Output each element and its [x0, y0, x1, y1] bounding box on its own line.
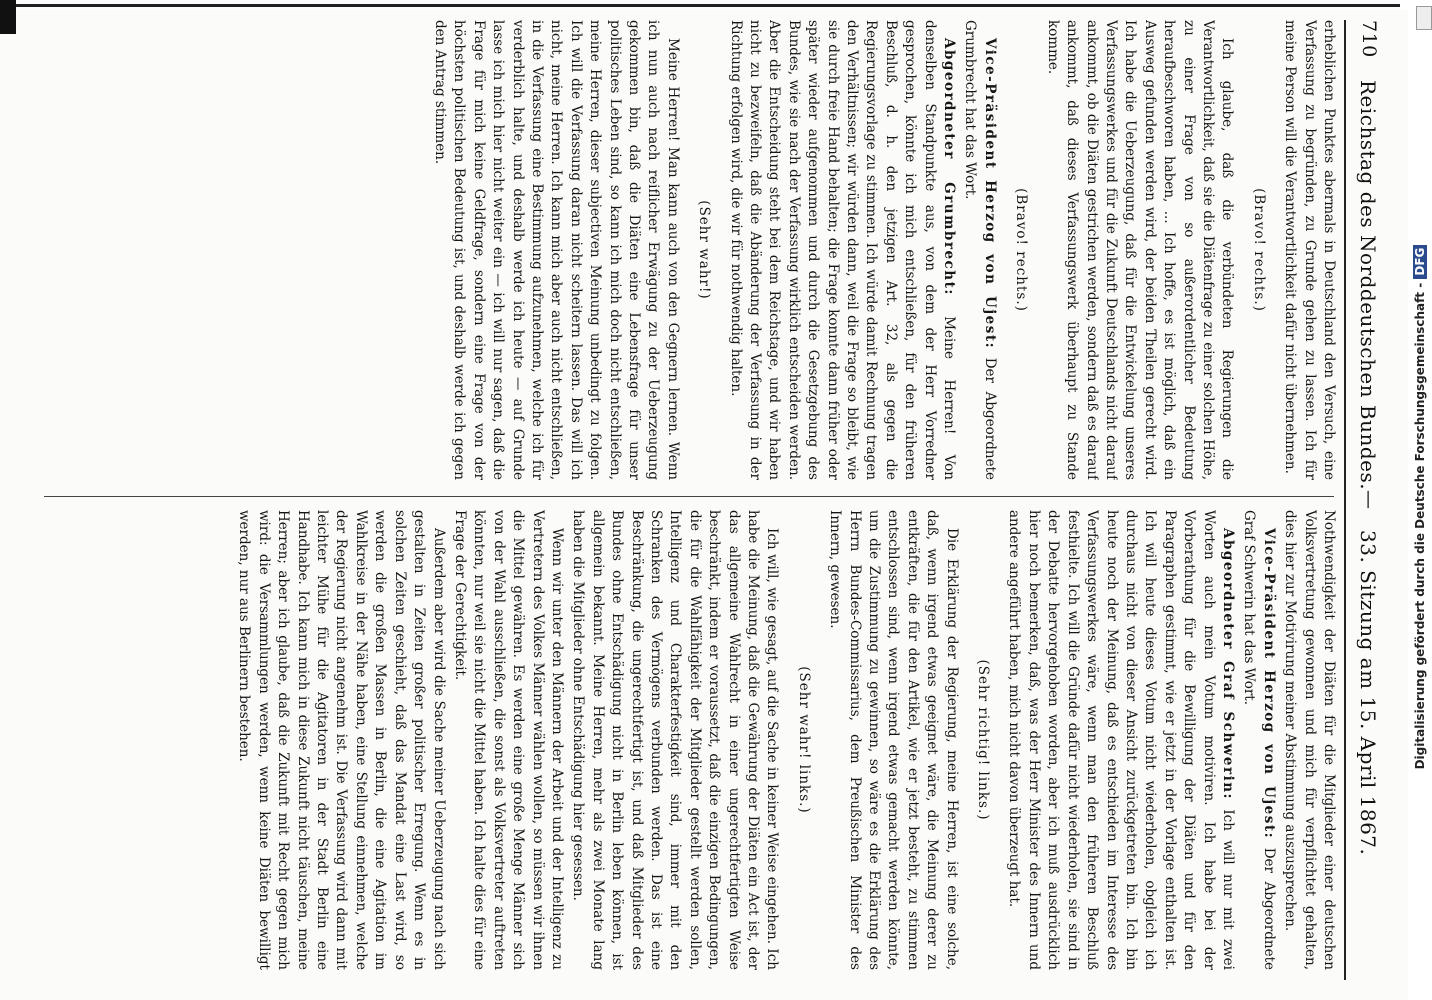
rotated-document-page — [10, 10, 1390, 990]
dfg-logo: DFG — [1413, 245, 1427, 279]
left-paragraph-1: erheblichen Punktes abermals in Deutschland den Versuch, eine Verfassung zu begründen, zu Grunde gehen zu lassen. Ich für meine Person will die Verantwortlichkeit dafür nicht übernehmen. — [1282, 20, 1337, 480]
right-paragraph-5: Ich will, wie gesagt, auf die Sache in keiner Weise eingehen. Ich habe die Meinung, daß die Gewährung der Diäten ein Act ist, der das allgemeine Wahlrecht in einer ungerechtfertigten Weise beschränkt, indem er voraussetzt, daß die einzigen Bedingungen, die für die Wahlfähigkeit der Mitglieder gestellt werden sollen, Intelligenz und Charakterfestigkeit sind, immer mit den Schranken des Vermögens verbunden werden. Das ist eine Beschränkung, die ungerechtfertigt ist, und daß Mitglieder des Bundes ohne Entschädigung nicht in Berlin leben können, ist allgemein bekannt. Meine Herren, mehr als zwei Monate lang haben die Mitglieder ohne Entschädigung hier gesessen. — [570, 510, 781, 970]
scan-corner-mark — [1416, 6, 1432, 30]
left-paragraph-5: Meine Herren! Man kann auch von den Gegnern lernen. Wenn ich nun auch nach reiflicher Erwägung zu der Ueberzeugung gekommen bin, daß die Diäten eine Lebensfrage für unser politisches Leben sind, so kann ich mich doch nicht entschließen, meine Herren, dieser subjectiven Meinung unbedingt zu folgen. Ich will die Verfassung daran nicht scheitern lassen. Das will ich nicht, meine Herren. Ich kann mich aber auch nicht entschließen, in die Verfassung eine Bestimmung aufzunehmen, welche ich für verderblich halte, und deshalb werde ich heute — auf Grunde lasse ich mich hier nicht weiter ein — ich will nur sagen, daß die Frage für mich keine Geldfrage, sondern eine Frage von der höchsten politischen Bedeutung ist, und deshalb werde ich gegen den Antrag stimmen. — [431, 20, 681, 480]
right-paragraph-7: Außerdem aber wird die Sache meiner Ueberzeugung nach sich gestalten in Zeiten großer politischer Erregung. Wenn es in solchen Zeiten geschieht, daß das Mandat eine Last wird, so werden die großen Massen in Berlin, die eine Agitation im Wahlkreise in der Nähe haben, eine Stellung einnehmen, welche der Regierung nicht angenehm ist. Die Verfassung wird dann mit leichter Mühe für die Agitatoren in der Stadt Berlin eine Handhabe. Ich kann mich in diese Zukunft nicht täuschen, meine Herren; aber ich glaube, daß die Zukunft mit Recht gegen mich wird: die Versammlungen werden, wenn keine Diäten bewilligt werden, nur aus Berlinern bestehen. — [236, 510, 447, 970]
left-paragraph-3: Der Abgeordnete Grumbrecht hat das Wort. — [962, 20, 998, 480]
left-applause-2: (Bravo! rechts.) — [1013, 188, 1030, 312]
session-title: 33. Sitzung am 15. April 1867. — [1356, 530, 1380, 856]
right-paragraph-3: Ich will nur mit zwei Worten auch mein Votum motiviren. Ich habe bei der Vorberathung für die Bewilligung der Diäten und für den Paragraphen gestimmt, wie er jetzt in der Vorlage enthalten ist. Ich will heute dieses Votum nicht wiederholen, obgleich ich durchaus nicht von dieser Ansicht zurückgetreten bin. Ich bin heute noch der Meinung, daß es entschieden im Interesse des Verfassungswerkes wäre, wenn man den früheren Beschluß festhielte. Ich will die Gründe dafür nicht wiederholen, sie sind in der Debatte hervorgehoben worden, aber ich muß ausdrücklich hier noch bemerken, daß, was der Herr Minister des Innern und andere angeführt haben, mich nicht davon überzeugt hat. — [1006, 510, 1236, 970]
right-paragraph-4: Die Erklärung der Regierung, meine Herren, ist eine solche, daß, wenn irgend etwas geeignet wäre, die Meinung derer zu entkräften, die für den Artikel, wie er jetzt besteht, zu stimmen entschlossen sind, wenn irgend etwas gemacht werden könnte, um die Zustimmung zu gewinnen, so wäre es die Erklärung des Herrn Bundes-Commissarius, dem Preußischen Minister des Innern, gewesen. — [827, 510, 960, 970]
right-speaker-2: Vice-Präsident Herzog von Ujest: — [1260, 528, 1277, 840]
right-paragraph-1: Nothwendigkeit der Diäten für die Mitglieder einer deutschen Volksvertretung gewonnen und mich für verpflichtet gehalten, dies hier zur Motivirung meiner Abstimmung auszusprechen. — [1282, 510, 1337, 970]
running-title: Reichstag des Norddeutschen Bundes. — [1356, 80, 1380, 491]
left-applause-1: (Bravo! rechts.) — [1250, 188, 1267, 312]
left-paragraph-4: Meine Herren! Von denselben Standpunkte aus, von dem der Herr Vorredner gesprochen, könnte ich mich entschließen, für den früheren Beschluß, d. h. den jetzigen Art. 32, als gegen die Regierungsvorlage zu stimmen. Ich würde damit Rechnung tragen den Verhältnissen; wir würden dann, weil die Frage so bleibt, wie sie durch freie Hand behalten; die Frage konnte dann früher oder später wieder aufgenommen und durch die Gesetzgebung des Bundes, wie sie nach der Verfassung wirklich entscheiden werden. Aber die Entscheidung steht bei dem Reichstage, und wir haben nicht zu bezweifeln, daß die Abänderung der Verfassung in der Richtung erfolgen wird, die wir für nothwendig halten. — [727, 20, 958, 480]
right-paragraph-6: Wenn wir unter den Männern der Arbeit und der Intelligenz zu Vertretern des Volkes Männer wählen wollen, so müssen wir ihnen die Mittel gewähren. Es werden eine große Menge Männer sich von der Wahl ausschließen, die sonst als Volksvertreter auftreten könnten, nur weil sie nicht die Mittel haben. Ich halte dies für eine Frage der Gerechtigkeit. — [451, 510, 565, 970]
right-speaker-3: Abgeordneter Graf Schwerin: — [1219, 528, 1236, 800]
page-header — [1350, 20, 1386, 980]
left-paragraph-2: Ich glaube, daß die verbündeten Regierungen die Verantwortlichkeit, daß sie die Diätenfrage zu einer solchen Höhe, zu einer Frage von so außerordentlicher Bedeutung heraufbeschworen haben, ... Ich hoffe, es ist möglich, daß ein Ausweg gefunden werden wird, der beiden Theilen gerecht wird. Ich habe die Ueberzeugung, daß für die Entwickelung unseres Verfassungswerkes und für die Zukunft Deutschlands nicht darauf ankommt, ob die Diäten gestrichen werden, sondern daß es darauf ankommt, daß dieses Verfassungswerk überhaupt zu Stande komme. — [1044, 20, 1236, 480]
column-divider — [44, 496, 1334, 497]
header-separator: — — [1358, 490, 1380, 510]
left-applause-3: (Sehr wahr!) — [696, 200, 713, 300]
left-column — [38, 20, 1338, 480]
page-number: 710 — [1358, 20, 1380, 58]
left-speaker-3: Vice-Präsident Herzog von Ujest: — [981, 38, 998, 350]
digitization-credit — [1413, 57, 1427, 957]
scan-border-line — [0, 4, 1400, 7]
credit-text: Digitalisierung gefördert durch die Deutsche Forschungsgemeinschaft - — [1413, 282, 1427, 770]
right-applause-2: (Sehr wahr! links.) — [795, 666, 812, 814]
right-column — [38, 510, 1338, 970]
right-applause-1: (Sehr richtig! links.) — [975, 659, 992, 821]
right-paragraph-2: Der Abgeordnete Graf Schwerin hat das Wort. — [1241, 510, 1277, 970]
left-speaker-4: Abgeordneter Grumbrecht: — [941, 38, 958, 296]
header-rule — [1344, 20, 1346, 980]
